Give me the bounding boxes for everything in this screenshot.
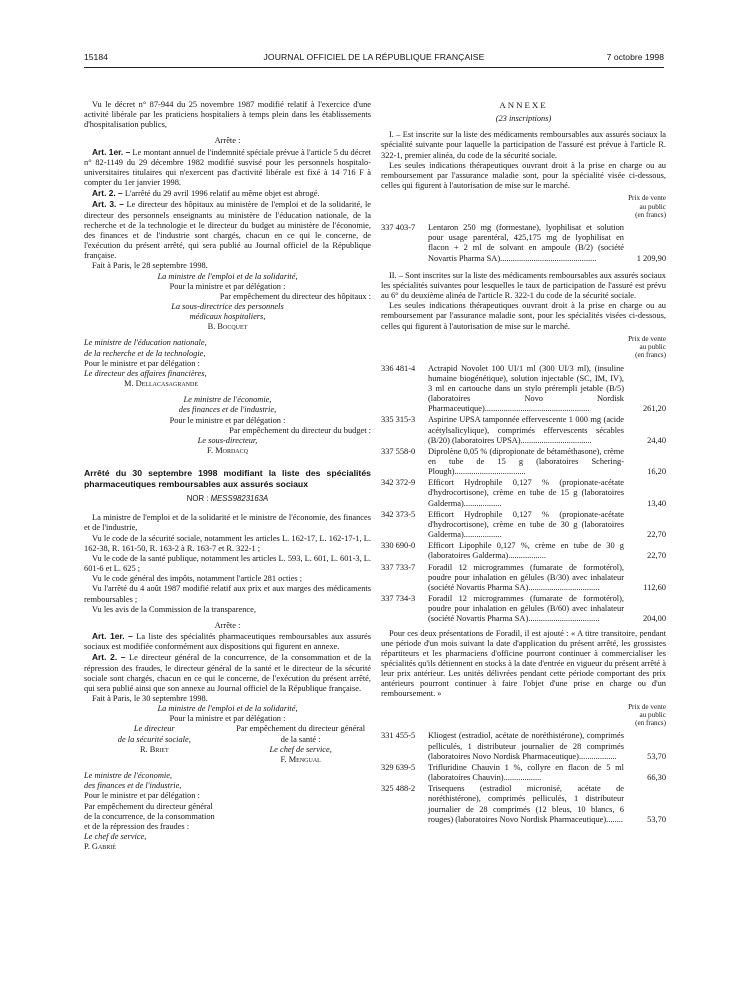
price-header-3 bbox=[381, 703, 666, 728]
visa-line: Vu le code de la santé publique, notamment les articles L. 593, L. 601, L. 601-3, L. 601-6 et L. 625 ; bbox=[84, 553, 371, 574]
medicine-row bbox=[381, 541, 666, 561]
medicines-list-2 bbox=[381, 364, 666, 625]
medicine-row bbox=[381, 563, 666, 593]
medicine-price: 112,60 bbox=[643, 582, 666, 592]
medicine-row bbox=[381, 415, 666, 445]
medicine-price: 66,30 bbox=[647, 773, 666, 783]
signature-line: des finances et de l'industrie, bbox=[178, 405, 277, 415]
medicine-row bbox=[381, 784, 666, 825]
medicine-price: 22,70 bbox=[647, 530, 666, 540]
medicine-description: Trifluridine Chauvin 1 %, collyre en flacon de 5 ml (laboratoires Chauvin).................. bbox=[428, 762, 624, 783]
medicine-description: Aspirine UPSA tamponnée effervescente 1 000 mg (acide acétylsalicylique), comprimés effervescents sécables (B/20) (laboratoires UPSA).................................. bbox=[428, 415, 624, 445]
inscriptions-count: (23 inscriptions) bbox=[495, 114, 552, 124]
price-header-2 bbox=[381, 335, 666, 360]
medicine-price: 22,70 bbox=[647, 551, 666, 561]
signature-line: de la recherche et de la technologie, bbox=[84, 348, 206, 358]
medicine-code: 342 372-9 bbox=[381, 478, 416, 488]
signature-line: F. Mordacq bbox=[207, 446, 248, 455]
signature-line: Le sous-directeur, bbox=[197, 435, 258, 445]
signature-line: de la sécurité sociale, bbox=[117, 734, 191, 744]
signature-line: B. Bocquet bbox=[207, 322, 248, 332]
medicine-price: 53,70 bbox=[647, 814, 666, 824]
decree-article-1: Art. 1er. – La liste des spécialités pharmaceutiques remboursables aux assurés sociaux est modifiée conformément aux dispositions qui figurent en annexe. bbox=[84, 631, 372, 652]
price-header-line: (en francs) bbox=[635, 719, 666, 728]
medicines-list-1 bbox=[381, 223, 666, 264]
medicine-price: 1 209,90 bbox=[636, 253, 666, 263]
medicine-price: 24,40 bbox=[647, 435, 666, 445]
medicine-description: Foradil 12 microgrammes (fumarate de formotérol), poudre pour inhalation en gélules (B/30) avec inhalateur (société Novartis Pharma SA).................................. bbox=[428, 562, 624, 592]
signature-date-2: Fait à Paris, le 30 septembre 1998. bbox=[92, 693, 208, 703]
signature-pair bbox=[84, 724, 371, 765]
signature-line: Le directeur des affaires financières, bbox=[84, 368, 207, 378]
signature-line: Pour la ministre et par délégation : bbox=[169, 714, 286, 724]
medicine-price: 13,40 bbox=[647, 498, 666, 508]
visas-list bbox=[84, 534, 371, 615]
visa-line: Vu le code général des impôts, notamment l'article 281 octies ; bbox=[92, 574, 303, 584]
section-1-indications: Les seules indications thérapeutiques ouvrant droit à la prise en charge ou au remboursement par l'assurance maladie sont, pour la spécialité visée ci-dessous, celles qui figurent à l'autorisation de mise sur le marché. bbox=[381, 160, 666, 191]
section-2-indications: Les seules indications thérapeutiques ouvrant droit à la prise en charge ou au remboursement par l'assurance maladie sont, pour les spécialités visées ci-dessous, celles qui figurent à l'autorisation de mise sur le marché. bbox=[381, 301, 666, 331]
price-header-line: au public bbox=[639, 202, 666, 211]
medicine-row bbox=[381, 447, 666, 477]
section-1-text: I. – Est inscrite sur la liste des médicaments remboursables aux assurés sociaux la spécialité suivante pour laquelle la participation de l'assuré est prévue à l'article R. 322-1, premier alinéa, du code de la sécurité sociale. bbox=[381, 130, 666, 160]
signature-line: Par empêchement du directeur du budget : bbox=[229, 425, 371, 435]
signature-block-economie bbox=[84, 395, 371, 456]
decree-intro: La ministre de l'emploi et de la solidarité et le ministre de l'économie, des finances et de l'industrie, bbox=[84, 513, 371, 533]
medicine-code: 331 455-5 bbox=[381, 731, 416, 741]
price-header-line: Prix de vente bbox=[628, 702, 666, 711]
price-header-line: (en francs) bbox=[635, 351, 666, 360]
medicine-code: 330 690-0 bbox=[381, 541, 416, 551]
price-header-line: Prix de vente bbox=[628, 334, 666, 343]
signature-line: Pour le ministre et par délégation : bbox=[84, 791, 200, 801]
medicine-row bbox=[381, 478, 666, 508]
medicine-description: Actrapid Novolet 100 UI/1 ml (300 UI/3 ml), (insuline humaine biogénétique), solution injectable (SC, IM, IV), 3 ml en cartouche dans un stylo prérempli jetable (B/5) (laboratoires Novo Nordisk Pharmaceutique).................................................. bbox=[428, 363, 624, 414]
signature-line: de la santé : bbox=[280, 734, 321, 744]
signature-securite-sociale bbox=[84, 724, 225, 765]
medicine-description: Trisequens (estradiol micronisé, acétate de noréthistérone), comprimés pelliculés, 1 distributeur journalier de 28 comprimés (12 bleus, 10 blancs, 6 rouges) (laboratoires Novo Nordisk Pharmaceutique)........ bbox=[428, 784, 624, 824]
medicine-description: Kliogest (estradiol, acétate de noréthistérone), comprimés pelliculés, 1 distributeur journalier de 28 comprimés (laboratoires Novo Nordisk Pharmaceutique).................. bbox=[428, 731, 624, 761]
medicine-description: Efficort Hydrophile 0,127 % (propionate-acétate d'hydrocortisone), crème en tube de 15 g (laboratoires Galderma).................. bbox=[428, 478, 624, 508]
signature-line: Le directeur bbox=[133, 724, 175, 734]
signature-line: et de la répression des fraudes : bbox=[84, 821, 190, 831]
arrete-heading: Arrête : bbox=[214, 136, 241, 146]
medicine-code: 336 481-4 bbox=[381, 363, 416, 373]
medicine-code: 329 639-5 bbox=[381, 762, 416, 772]
signature-line: P. Gabrié bbox=[84, 842, 116, 852]
signature-line: Pour la ministre et par délégation : bbox=[169, 281, 286, 291]
issue-date: 7 octobre 1998 bbox=[606, 52, 664, 62]
signature-line: Par empêchement du directeur des hôpitaux : bbox=[219, 291, 371, 301]
signature-line: Le ministre de l'économie, bbox=[84, 771, 173, 781]
medicine-price: 53,70 bbox=[647, 751, 666, 761]
medicine-code: 337 734-3 bbox=[381, 594, 416, 604]
signature-line: F. Mengual bbox=[280, 754, 321, 764]
visa-line: Vu l'arrêté du 4 août 1987 modifié relatif aux prix et aux marges des médicaments remboursables ; bbox=[84, 584, 371, 604]
medicine-code: 342 373-5 bbox=[381, 509, 416, 519]
medicine-code: 325 488-2 bbox=[381, 784, 416, 794]
visa-line: Vu le code de la sécurité sociale, notamment les articles L. 162-17, L. 162-17-1, L. 162-38, R. 161-50, R. 163-2 à R. 163-7 et R. 322-1 ; bbox=[84, 533, 371, 553]
signature-line: Le ministre de l'éducation nationale, bbox=[84, 338, 207, 348]
signature-line: La ministre de l'emploi et de la solidarité, bbox=[157, 704, 298, 714]
signature-line: Par empêchement du directeur général bbox=[84, 801, 213, 811]
signature-line: des finances et de l'industrie, bbox=[84, 781, 182, 791]
medicine-row bbox=[381, 223, 666, 264]
medicine-row bbox=[381, 594, 666, 624]
medicine-price: 204,00 bbox=[642, 614, 666, 624]
price-header-line: (en francs) bbox=[635, 210, 666, 219]
signature-sante bbox=[230, 724, 371, 765]
medicine-description: Lentaron 250 mg (formestane), lyophilisat et solution pour usage parentéral, 425,175 mg de lyophilisat en flacon + 2 ml de solvant en ampoule (B/2) (société Novartis Pharma SA).............................................. bbox=[428, 223, 624, 263]
medicine-row bbox=[381, 364, 666, 415]
medicine-code: 335 315-3 bbox=[381, 415, 416, 425]
medicine-code: 337 558-0 bbox=[381, 446, 416, 456]
medicine-row bbox=[381, 731, 666, 761]
signature-block-education bbox=[84, 338, 371, 389]
decree-title: Arrêté du 30 septembre 1998 modifiant la liste des spécialités pharmaceutiques remboursables aux assurés sociaux bbox=[84, 468, 371, 489]
header-rule bbox=[84, 67, 664, 68]
medicine-row bbox=[381, 763, 666, 783]
arrete-heading-2: Arrête : bbox=[214, 620, 241, 630]
signature-line: médicaux hospitaliers, bbox=[189, 312, 266, 322]
medicine-description: Efficort Lipophile 0,127 %, crème en tube de 30 g (laboratoires Galderma).................. bbox=[428, 541, 624, 561]
medicine-code: 337 733-7 bbox=[381, 562, 416, 572]
medicine-description: Efficort Hydrophile 0,127 % (propionate-acétate d'hydrocortisone), crème en tube de 30 g (laboratoires Galderma).................. bbox=[428, 509, 624, 540]
medicines-list-3 bbox=[381, 731, 666, 824]
price-header bbox=[381, 194, 666, 219]
signature-block-emploi-2 bbox=[84, 704, 371, 724]
signature-line: Par empêchement du directeur général bbox=[236, 724, 366, 734]
signature-line: M. Dellacasagrande bbox=[124, 379, 199, 389]
article-2: Art. 2. – L'arrêté du 29 avril 1996 relatif au même objet est abrogé. bbox=[92, 188, 320, 199]
medicine-price: 261,20 bbox=[642, 404, 666, 414]
price-header-line: au public bbox=[639, 710, 666, 719]
visa-line: Vu les avis de la Commission de la transparence, bbox=[92, 604, 256, 614]
price-header-line: au public bbox=[639, 343, 666, 351]
page-header bbox=[84, 52, 664, 68]
signature-date: Fait à Paris, le 28 septembre 1998. bbox=[92, 261, 208, 271]
medicine-price: 16,20 bbox=[647, 467, 666, 477]
nor-reference: NOR : MESS9823163A bbox=[186, 494, 269, 504]
article-3: Art. 3. – Le directeur des hôpitaux au ministère de l'emploi et de la solidarité, le directeur des personnels enseignants au ministère de l'éducation nationale, de la recherche et de la technologie et le directeur du budget au ministère de l'économie, des finances et de l'industrie sont chargés, chacun en ce qui le concerne, de l'exécution du présent arrêté, qui sera publié au Journal officiel de la République française. bbox=[84, 199, 371, 261]
signature-line: R. Briet bbox=[139, 744, 169, 754]
signature-block-emploi bbox=[84, 272, 371, 333]
left-column bbox=[84, 100, 371, 852]
foradil-note: Pour ces deux présentations de Foradil, il est ajouté : « A titre transitoire, pendant une période d'un mois suivant la date d'application du présent arrêté, les grossistes répartiteurs et les pharmaciens d'officine pourront continuer à commercialiser les spécialités qu'ils détiennent en stocks à la date d'entrée en vigueur du présent arrêté à leur prix antérieur. Les unités délivrées pendant cette période comportant des prix antérieurs pourront continuer à faire l'objet d'une prise en charge ou d'un remboursement. » bbox=[381, 628, 666, 699]
page-number: 15184 bbox=[84, 52, 108, 62]
signature-line: La sous-directrice des personnels bbox=[171, 301, 284, 311]
signature-line: Le ministre de l'économie, bbox=[183, 395, 272, 405]
decree-article-2: Art. 2. – Le directeur général de la concurrence, de la consommation et de la répression des fraudes, le directeur général de la santé et le directeur de la sécurité sociale sont chargés, chacun en ce qui le concerne, de l'exécution du présent arrêté, qui sera publié ainsi que son annexe au Journal officiel de la République française. bbox=[84, 652, 371, 693]
article-1: Art. 1er. – Le montant annuel de l'indemnité spéciale prévue à l'article 5 du décret n° 82-1149 du 29 décembre 1982 modifié susvisé pour les personnels hospitalo-universitaires titulaires qui n'exercent pas d'activité libérale est fixé à 14 716 F à compter du 1er janvier 1998. bbox=[84, 146, 371, 188]
medicine-description: Foradil 12 microgrammes (fumarate de formotérol), poudre pour inhalation en gélules (B/60) avec inhalateur (société Novartis Pharma SA).................................. bbox=[428, 594, 624, 624]
signature-line: Pour le ministre et par délégation : bbox=[84, 358, 200, 368]
signature-line: de la concurrence, de la consommation bbox=[84, 811, 215, 821]
signature-line: Pour le ministre et par délégation : bbox=[169, 415, 286, 425]
price-header-line: Prix de vente bbox=[628, 194, 666, 203]
signature-line: Le chef de service, bbox=[84, 832, 147, 841]
medicine-row bbox=[381, 510, 666, 540]
signature-block-economie-2 bbox=[84, 771, 371, 852]
annexe-heading: ANNEXE bbox=[499, 100, 548, 110]
signature-line: La ministre de l'emploi et de la solidarité, bbox=[157, 271, 298, 281]
section-2-text: II. – Sont inscrites sur la liste des médicaments remboursables aux assurés sociaux les spécialités suivantes pour lesquelles le taux de participation de l'assuré est prévu au 6° du deuxième alinéa de l'article R. 322-1 du code de la sécurité sociale. bbox=[381, 270, 666, 301]
medicine-code: 337 403-7 bbox=[381, 223, 416, 233]
journal-title: JOURNAL OFFICIEL DE LA RÉPUBLIQUE FRANÇAISE bbox=[263, 52, 485, 62]
right-column bbox=[381, 100, 666, 826]
decret-intro: Vu le décret n° 87-944 du 25 novembre 1987 modifié relatif à l'exercice d'une activité libérale par les praticiens hospitaliers à temps plein dans les établissements d'hospitalisation publics, bbox=[84, 100, 371, 130]
medicine-description: Diprolène 0,05 % (dipropionate de bétaméthasone), crème en tube de 15 g (laboratoires Schering-Plough).................................. bbox=[428, 446, 624, 477]
signature-line: Le chef de service, bbox=[269, 744, 332, 754]
